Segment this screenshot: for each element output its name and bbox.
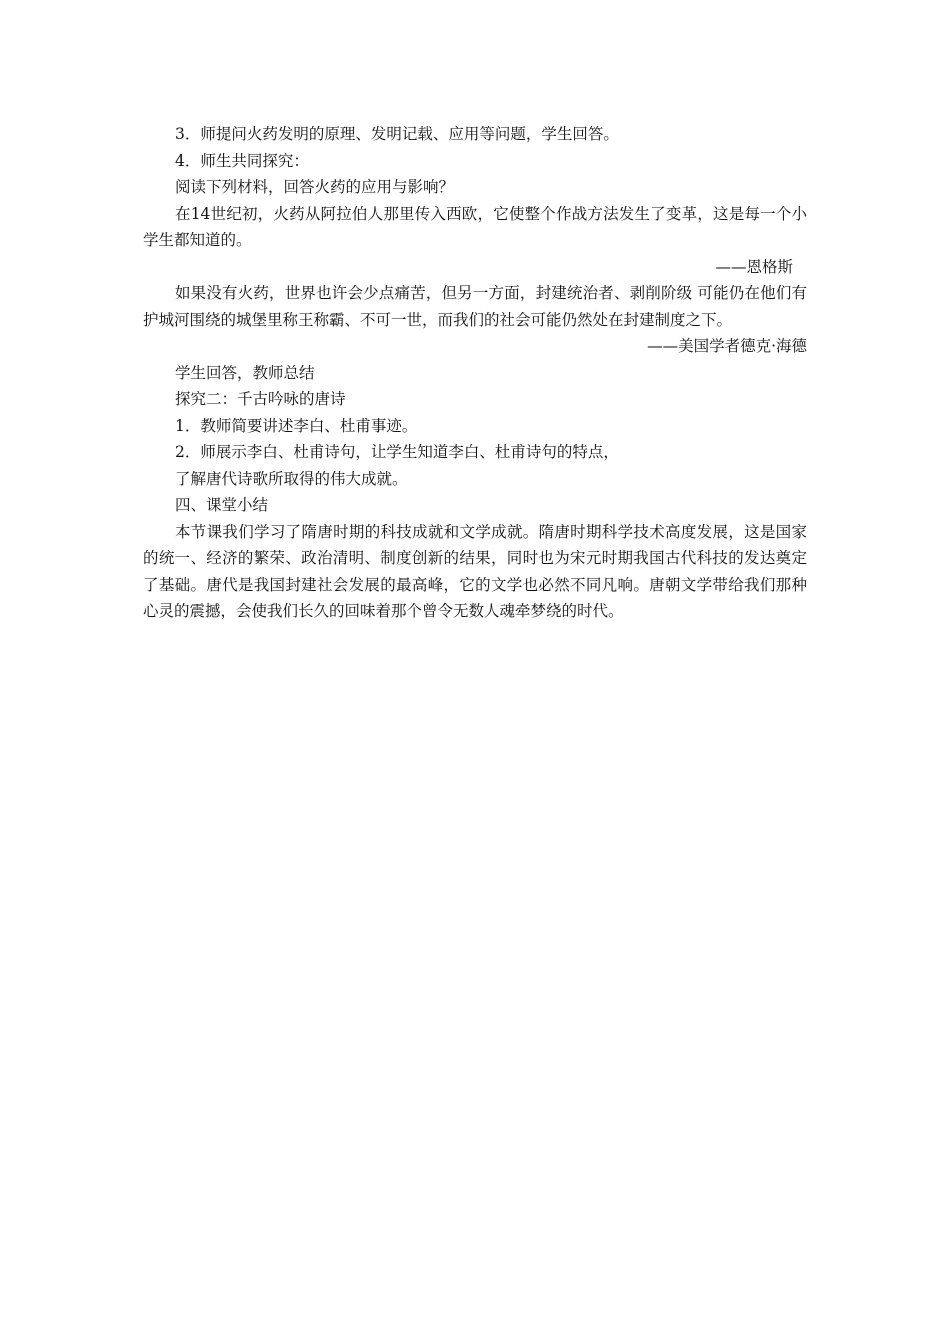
- quote-hyde-attribution: ——美国学者德克·海德: [647, 337, 807, 355]
- step-4-line: 4．师生共同探究：: [175, 151, 309, 170]
- quote-engels-text: 在14世纪初，火药从阿拉伯人那里传入西欧，它使整个作战方法发生了变革，这是每一个小学生都知道的。: [143, 204, 807, 249]
- teacher-summary-line: 学生回答，教师总结: [175, 363, 315, 382]
- section-tang-poetry-heading: 探究二：千古吟咏的唐诗: [175, 390, 346, 408]
- tang-step-2-cont: 了解唐代诗歌所取得的伟大成就。: [175, 469, 408, 488]
- document-page: [143, 121, 807, 625]
- section-summary-heading: 四、课堂小结: [175, 496, 269, 514]
- reading-prompt: 阅读下列材料，回答火药的应用与影响？: [175, 178, 455, 196]
- tang-step-1: 1．教师简要讲述李白、杜甫事迹。: [175, 416, 418, 435]
- quote-engels-attribution: ——恩格斯: [715, 257, 793, 276]
- tang-step-2: 2．师展示李白、杜甫诗句，让学生知道李白、杜甫诗句的特点，: [175, 443, 619, 461]
- summary-paragraph: 本节课我们学习了隋唐时期的科技成就和文学成就。隋唐时期科学技术高度发展，这是国家的统一、经济的繁荣、政治清明、制度创新的结果，同时也为宋元时期我国古代科技的发达奠定了基础。唐代是我国封建社会发展的最高峰，它的文学也必然不同凡响。唐朝文学带给我们那种心灵的震撼，会使我们长久的回味着那个曾令无数人魂牵梦绕的时代。: [143, 522, 807, 620]
- step-3-line: 3．师提问火药发明的原理、发明记载、应用等问题，学生回答。: [175, 125, 619, 143]
- quote-hyde-text: 如果没有火药，世界也许会少点痛苦，但另一方面，封建统治者、剥削阶级 可能仍在他们有护城河围绕的城堡里称王称霸、不可一世，而我们的社会可能仍然处在封建制度之下。: [143, 284, 807, 329]
